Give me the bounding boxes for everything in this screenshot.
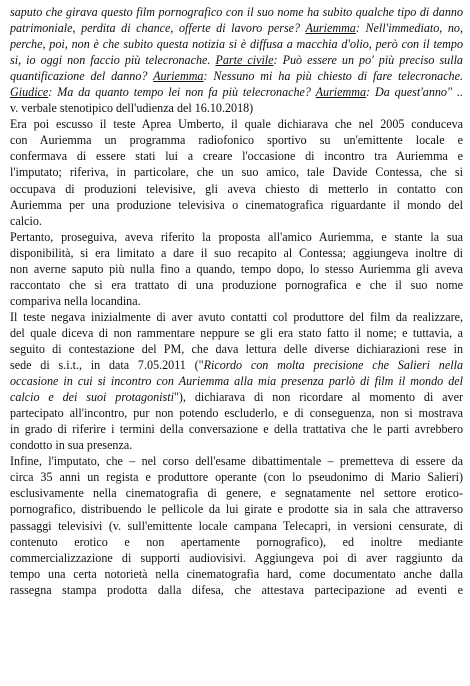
text-line <box>10 213 463 229</box>
text-line <box>10 277 463 293</box>
text-run: partecipato all'incontro, pur non potendo escluderlo, e di conseguenza, non si mostrava <box>10 406 463 421</box>
text-run: si, io oggi non faccio più telecronache. <box>10 53 216 68</box>
text-run: perche, poi, non è che subito questa notizia si è diffusa a macchia d'olio, però con il tempo <box>10 37 463 52</box>
text-line <box>10 534 463 550</box>
text-line <box>10 373 463 389</box>
text-line <box>10 518 463 534</box>
text-run: "), dichiarava di non ricordare al momento di aver <box>173 390 463 405</box>
text-line <box>10 389 463 405</box>
text-run: saputo che girava questo film pornografico con il suo nome ha subito qualche tipo di danno <box>10 5 463 19</box>
paragraph <box>10 453 463 597</box>
text-line <box>10 341 463 357</box>
text-run: occasione in cui si incontro con Auriemma alla mia presenza parlò di film il mondo del <box>10 374 463 389</box>
text-line <box>10 421 463 437</box>
text-line <box>10 437 463 453</box>
text-line <box>10 405 463 421</box>
text-line <box>10 68 463 84</box>
paragraph <box>10 4 463 116</box>
text-line <box>10 52 463 68</box>
text-run: patrimoniale, perdita di chance, offerte di lavoro perse? <box>10 21 306 36</box>
text-run: passaggi televisivi (v. sull'emittente locale campana Telecapri, in versioni censurate, di <box>10 518 463 533</box>
text-run: Il teste negava inizialmente di aver avuto contatti col produttore del film da realizzare, <box>10 309 463 324</box>
text-run: condotto in sua presenza. <box>10 438 133 453</box>
text-line <box>10 100 463 116</box>
text-line <box>10 229 463 245</box>
text-line <box>10 293 463 309</box>
text-line <box>10 325 463 341</box>
text-line <box>10 261 463 277</box>
text-run: calcio. <box>10 213 42 228</box>
text-run: contenuto erotico e non apertamente pornografico), ed inoltre mediante <box>10 534 463 549</box>
text-run: in grado di riferire i termini della conversazione e della trattativa che le parti avrebbero <box>10 422 463 437</box>
text-run: Auriemma per una produzione televisiva o cinematografica riguardante il mondo del <box>10 197 463 212</box>
text-line <box>10 181 463 197</box>
text-run: rassegna stampa prodotta dalla difesa, che attestava partecipazione ad eventi e <box>10 582 463 597</box>
text-run: Pertanto, proseguiva, aveva riferito la proposta all'amico Auriemma, e stante la sua <box>10 229 463 244</box>
text-run: circa 35 anni un regista e produttore operante (con lo pseudonimo di Mario Salieri) <box>10 470 463 485</box>
text-run: : Da quest'anno" .. <box>366 85 463 100</box>
text-line <box>10 84 463 100</box>
text-run: calcio e dei suoi protagonisti <box>10 390 174 405</box>
text-line <box>10 357 463 373</box>
text-run: sede di s.i.t., in data 7.05.2011 (" <box>10 358 204 373</box>
speaker-label: Auriemma <box>153 69 204 84</box>
text-run: : Nessuno mi ha più chiesto di fare telecronache. <box>203 69 463 84</box>
text-run: quantificazione del danno? <box>10 69 154 84</box>
text-line <box>10 550 463 566</box>
text-run: non averne saputo più nulla fino a quando, tempo dopo, lo stesso Auriemma gli aveva <box>10 261 463 276</box>
speaker-label: Auriemma <box>305 21 356 36</box>
text-run: seguito di contestazione del PM, che dava lettura delle diverse dichiarazioni rese in <box>10 341 463 356</box>
text-line <box>10 4 463 20</box>
text-line <box>10 582 463 598</box>
paragraph <box>10 229 463 309</box>
text-run: Era poi escusso il teste Aprea Umberto, il quale dichiarava che nel 2005 conduceva <box>10 117 463 132</box>
text-line <box>10 20 463 36</box>
text-run: confermava di essere stati lui a creare l'occasione di incontro tra Auriemma e <box>10 149 463 164</box>
text-line <box>10 485 463 501</box>
speaker-label: Parte civile <box>215 53 274 68</box>
text-run: commercializzazione di supporti audiovisivi. Aggiungeva poi di aver raggiunto da <box>10 550 463 565</box>
text-line <box>10 501 463 517</box>
speaker-label: Giudice <box>10 85 49 100</box>
text-run: con Auriemma un programma radiofonico sportivo su un'emittente locale e <box>10 133 463 148</box>
text-line <box>10 469 463 485</box>
text-line <box>10 309 463 325</box>
text-line <box>10 116 463 132</box>
text-run: l'imputato; riferiva, in particolare, che un suo amico, tale Davide Contessa, che si <box>10 165 463 180</box>
text-line <box>10 566 463 582</box>
text-line <box>10 164 463 180</box>
text-line <box>10 36 463 52</box>
paragraph <box>10 116 463 228</box>
text-run: raccontato che si era trattato di una produzione pornografica e che il suo nome <box>10 277 463 292</box>
text-run: Ricordo con molta precisione che Salieri nella <box>203 358 463 373</box>
text-line <box>10 245 463 261</box>
text-run: v. verbale stenotipico dell'udienza del 16.10.2018) <box>10 101 254 116</box>
text-line <box>10 148 463 164</box>
text-line <box>10 197 463 213</box>
text-run: : Nell'immediato, no, <box>355 21 463 36</box>
text-run: Infine, l'imputato, che – nel corso dell'esame dibattimentale – premetteva di essere da <box>10 454 463 469</box>
text-run: : Può essere un po' più preciso sulla <box>273 53 463 68</box>
text-run: compariva nella locandina. <box>10 293 141 308</box>
text-run: tempo una certa notorietà nella cinematografia hard, come documentato anche dalla <box>10 566 463 581</box>
text-run: esclusivamente nella cinematografia di genere, e segnatamente nel settore erotico- <box>10 486 463 501</box>
text-line <box>10 453 463 469</box>
text-run: del quale diceva di non rammentare neppure se gli era stato fatto il nome; e tuttavia, a <box>10 325 463 340</box>
text-run: disponibilità, si era limitato a dare il suo recapito al Contessa; aggiungeva inoltre di <box>10 245 463 260</box>
text-line <box>10 132 463 148</box>
text-run: occupava di produzioni televisive, gli aveva chiesto di metterlo in contatto con <box>10 181 463 196</box>
speaker-label: Auriemma <box>315 85 367 100</box>
text-run: : Ma da quanto tempo lei non fa più telecronache? <box>48 85 316 100</box>
text-run: pornografico, distribuendo le pellicole da lui girate e prodotte sia in sala che attraverso <box>10 502 463 517</box>
paragraph <box>10 309 463 453</box>
